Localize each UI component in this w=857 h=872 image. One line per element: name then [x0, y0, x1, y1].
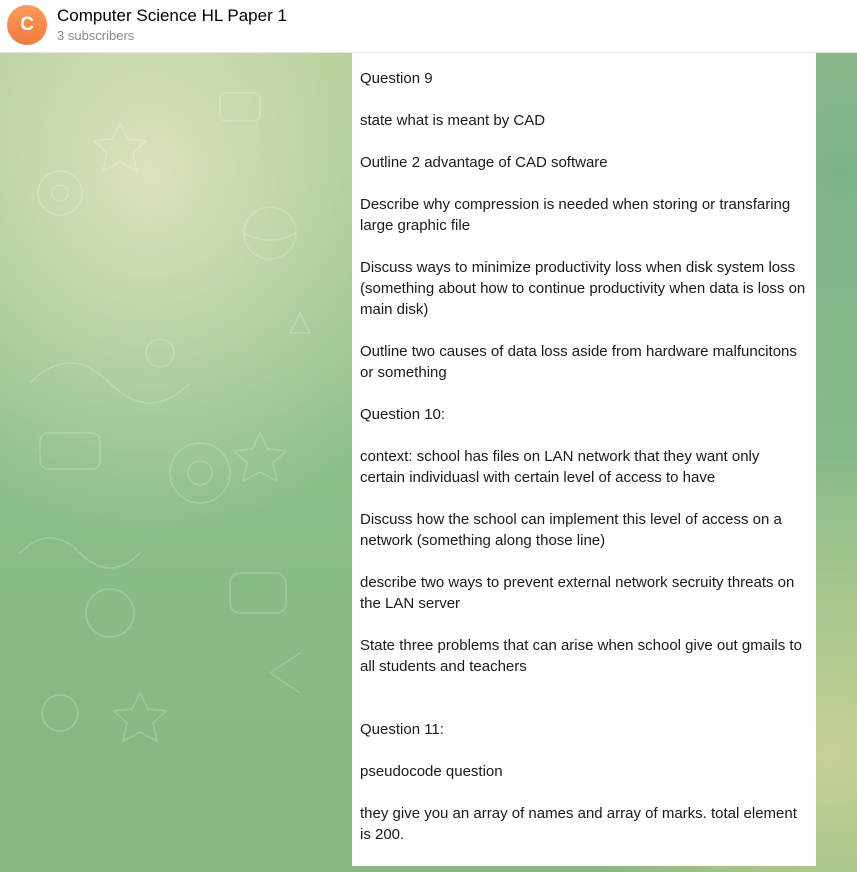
chat-header [0, 0, 857, 53]
message-line: Discuss how the school can implement this level of access on a network (something along those line) [360, 511, 782, 549]
message-line: state what is meant by CAD [360, 112, 546, 129]
message-line: Question 11: [360, 721, 444, 738]
message-bubble[interactable] [352, 53, 816, 866]
message-line: Question 9 [360, 70, 433, 87]
message-line: context: school has files on LAN network that they want only certain individuasl with certain level of access to have [360, 448, 760, 486]
message-line: Question 10: [360, 406, 446, 423]
chat-background [0, 53, 857, 872]
message-line: Describe why compression is needed when storing or transfaring large graphic file [360, 196, 791, 234]
channel-avatar[interactable] [7, 5, 47, 45]
avatar-letter: C [20, 14, 34, 35]
message-line: Discuss ways to minimize productivity loss when disk system loss (something about how to continue productivity when data is loss on main disk) [360, 259, 806, 318]
channel-title[interactable]: Computer Science HL Paper 1 [57, 6, 287, 25]
message-line: they give you an array of names and array of marks. total element is 200. [360, 805, 797, 843]
message-line: Outline 2 advantage of CAD software [360, 154, 608, 171]
message-line: Outline two causes of data loss aside from hardware malfuncitons or something [360, 343, 797, 381]
message-line: State three problems that can arise when school give out gmails to all students and teachers [360, 637, 802, 675]
subscriber-count: 3 subscribers [57, 28, 135, 43]
message-line: describe two ways to prevent external network secruity threats on the LAN server [360, 574, 795, 612]
message-line: pseudocode question [360, 763, 503, 780]
